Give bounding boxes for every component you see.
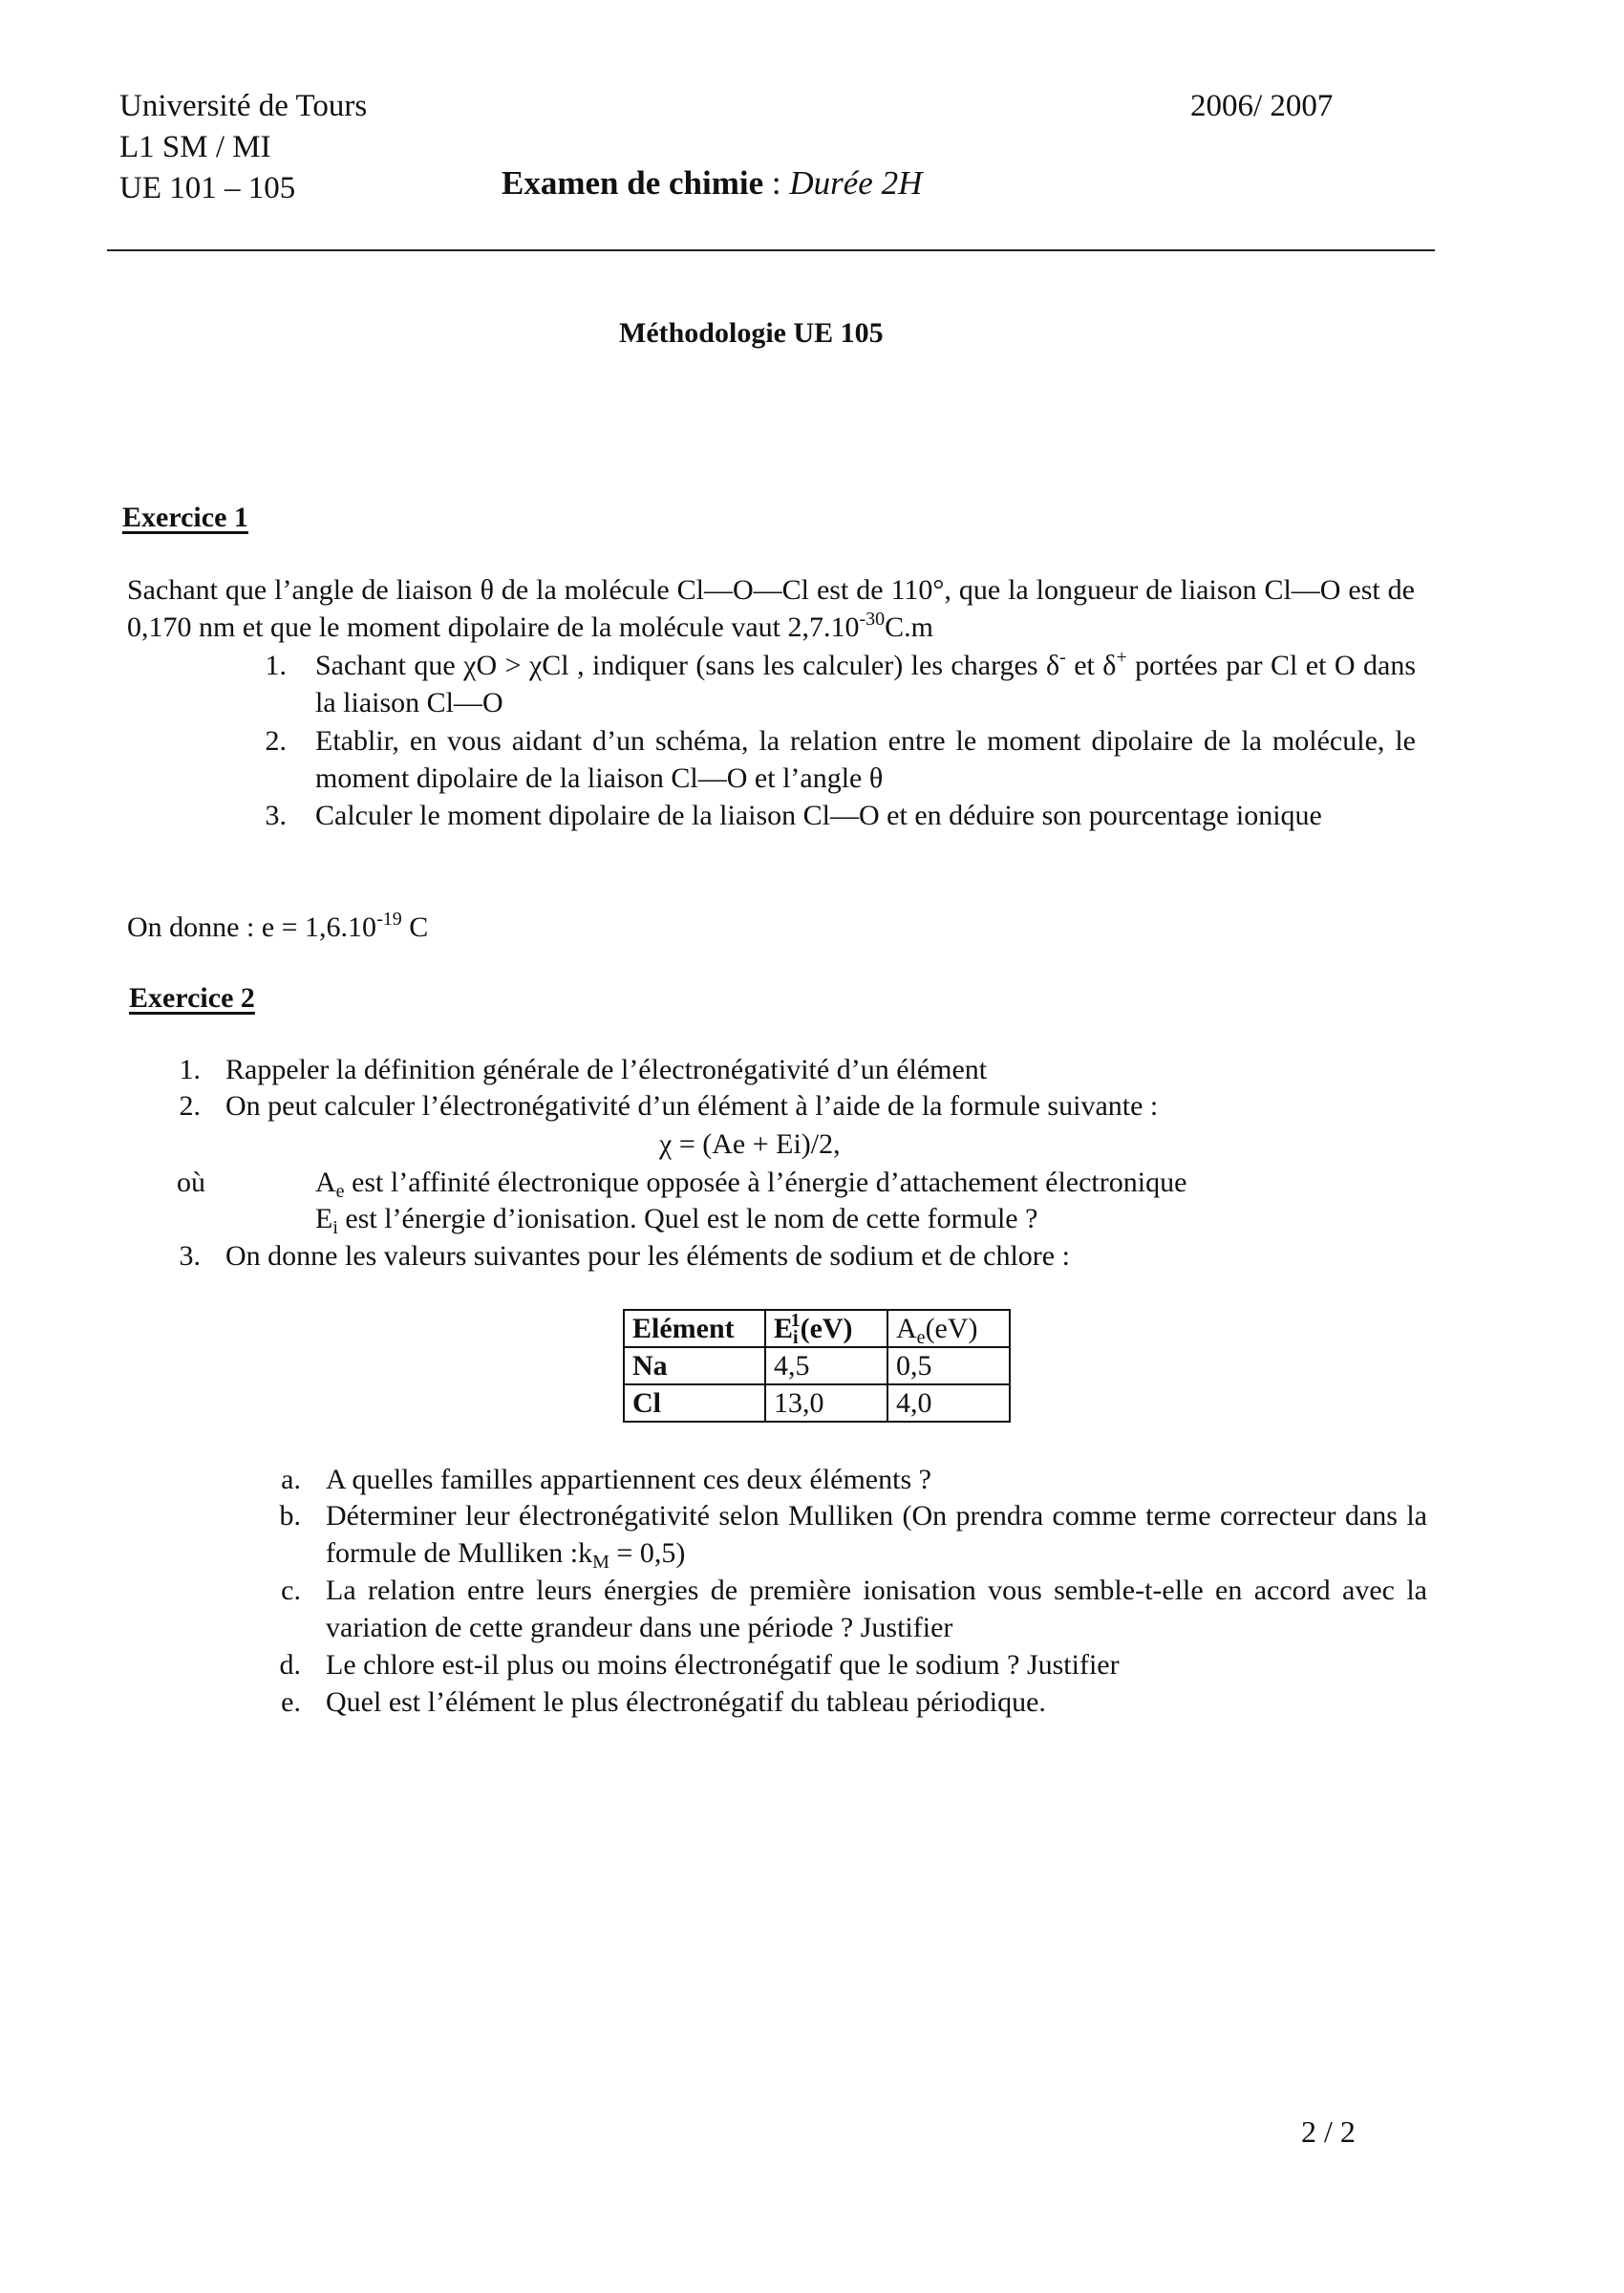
- exercise1-given: On donne : $e = 1,6.10^{-19}$ C: [127, 909, 429, 943]
- page-number: 2 / 2: [1301, 2114, 1356, 2149]
- cell-ionisation-energy: 13,0: [765, 1384, 887, 1422]
- table-row: [624, 1384, 1010, 1422]
- subquestion-d: Le chlore est-il plus ou moins électronégatif que le sodium ? Justifier: [326, 1649, 1120, 1681]
- exercise1-q1-number: 1.: [265, 650, 287, 681]
- exercise1-title: Exercice 1: [122, 502, 248, 533]
- cell-electron-affinity: 4,0: [887, 1384, 1010, 1422]
- exercise2-q3-number: 3.: [179, 1240, 201, 1272]
- subquestion-a-letter: a.: [281, 1464, 301, 1495]
- exercise2-q1: Rappeler la définition générale de l’électronégativité d’un élément: [225, 1054, 988, 1085]
- exam-title: Examen de chimie : Durée 2H: [502, 164, 923, 202]
- exercise2-q2: On peut calculer l’électronégativité d’un élément à l’aide de la formule suivante :: [225, 1090, 1159, 1122]
- exercise1-intro: Sachant que l’angle de liaison θ de la molécule Cl—O—Cl est de 110°, que la longueur de liaison Cl—O est de 0,170 nm et que le moment dipolaire de la molécule vaut $2,7.10^{-30}C.m$: [127, 574, 1415, 643]
- subquestion-c-letter: c.: [281, 1575, 301, 1606]
- cell-element: Cl: [624, 1384, 765, 1422]
- cell-element: Na: [624, 1347, 765, 1384]
- subquestion-d-letter: d.: [279, 1649, 301, 1681]
- course-ue: UE 101 – 105: [119, 171, 296, 205]
- academic-year: 2006/ 2007: [1190, 89, 1334, 123]
- electronegativity-formula: χ = (Ae + Ei)/2,: [659, 1128, 841, 1160]
- subquestion-b-letter: b.: [279, 1500, 301, 1532]
- header-electron-affinity: $A_e(eV)$: [887, 1310, 1010, 1347]
- exercise1-q1: Sachant que χO > χCl , indiquer (sans les calculer) les charges δ- et δ+ portées par Cl et O dans la liaison Cl—O: [315, 647, 1416, 718]
- element-values-table: [623, 1309, 1011, 1423]
- cell-ionisation-energy: 4,5: [765, 1347, 887, 1384]
- exercise1-q3: Calculer le moment dipolaire de la liaison Cl—O et en déduire son pourcentage ionique: [315, 800, 1322, 831]
- subquestion-b: Déterminer leur électronégativité selon Mulliken (On prendra comme terme correcteur dans la formule de Mulliken $:k_M = 0,5$): [326, 1500, 1427, 1573]
- subquestion-e-letter: e.: [281, 1686, 301, 1718]
- exam-duration: Durée 2H: [789, 164, 923, 202]
- header-ionisation-energy: $E_i^1(eV)$: [765, 1310, 887, 1347]
- header-element: Elément: [624, 1310, 765, 1347]
- exercise2-title: Exercice 2: [129, 982, 255, 1014]
- university-name: Université de Tours: [119, 89, 368, 123]
- subquestion-c: La relation entre leurs énergies de première ionisation vous semble-t-elle en accord avec la variation de cette grandeur dans une période ? Justifier: [326, 1575, 1427, 1643]
- section-subtitle: Méthodologie UE 105: [619, 317, 884, 349]
- exercise2-q3: On donne les valeurs suivantes pour les éléments de sodium et de chlore :: [225, 1240, 1070, 1272]
- exercise1-q3-number: 3.: [265, 800, 287, 831]
- cell-electron-affinity: 0,5: [887, 1347, 1010, 1384]
- subquestion-a: A quelles familles appartiennent ces deux éléments ?: [326, 1464, 931, 1495]
- ei-definition: $E_i$ est l’énergie d’ionisation. Quel est le nom de cette formule ?: [315, 1203, 1038, 1238]
- exercise1-q2-number: 2.: [265, 725, 287, 757]
- where-label: où: [177, 1167, 205, 1198]
- ae-definition: $A_e$ est l’affinité électronique opposée à l’énergie d’attachement électronique: [315, 1167, 1187, 1202]
- table-header-row: [624, 1310, 1010, 1347]
- course-level: L1 SM / MI: [119, 130, 271, 164]
- subquestion-e: Quel est l’élément le plus électronégatif du tableau périodique.: [326, 1686, 1046, 1718]
- table-row: [624, 1347, 1010, 1384]
- exercise2-q1-number: 1.: [179, 1054, 201, 1085]
- header-divider: [107, 249, 1435, 251]
- exercise2-q2-number: 2.: [179, 1090, 201, 1122]
- exercise1-q2: Etablir, en vous aidant d’un schéma, la relation entre le moment dipolaire de la molécule, le moment dipolaire de la liaison Cl—O et l’angle θ: [315, 725, 1416, 794]
